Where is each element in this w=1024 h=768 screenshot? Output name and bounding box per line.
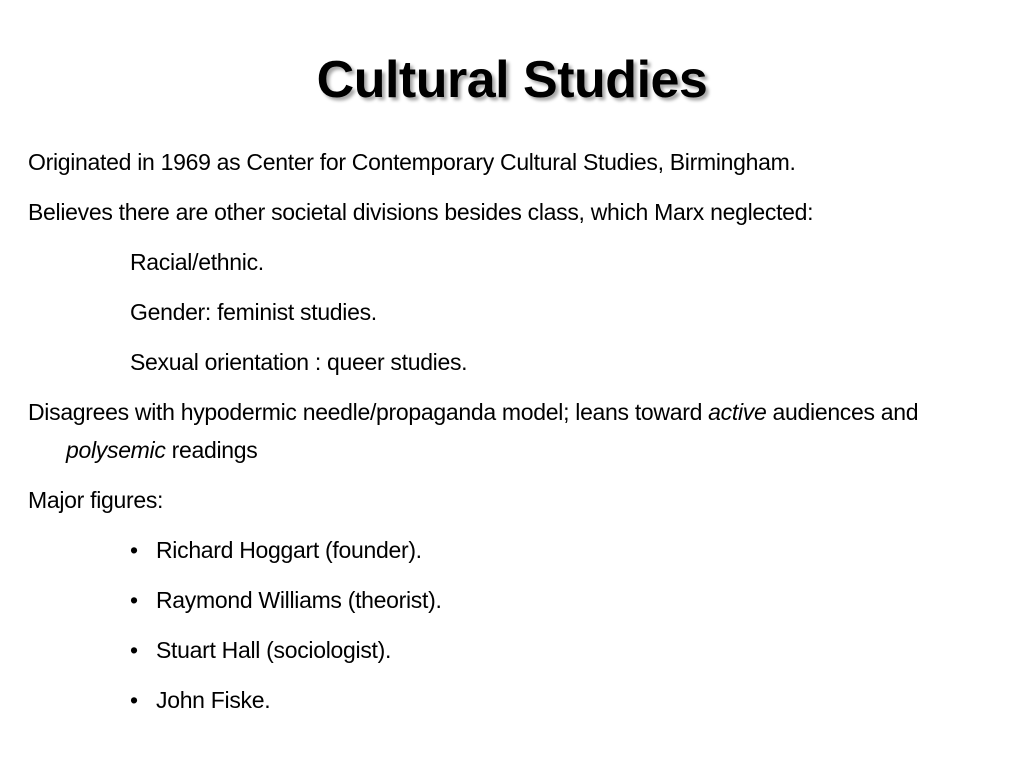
figure-label: Richard Hoggart (founder). <box>156 537 422 563</box>
paragraph-major-figures: Major figures: <box>28 487 164 513</box>
division-item-sexual-orientation: Sexual orientation : queer studies. <box>130 349 468 375</box>
audience-text-start: Disagrees with hypodermic needle/propaganda model; leans toward <box>28 399 709 425</box>
bullet-icon: • <box>130 637 138 663</box>
figure-label: Stuart Hall (sociologist). <box>156 637 392 663</box>
paragraph-audience-model <box>28 393 1018 469</box>
figure-label: John Fiske. <box>156 687 271 713</box>
bullet-icon: • <box>130 687 138 713</box>
slide-body <box>28 143 1018 719</box>
audience-text-polysemic: polysemic <box>66 437 166 463</box>
figure-item-hall <box>28 631 1018 669</box>
bullet-icon: • <box>130 587 138 613</box>
division-item-gender: Gender: feminist studies. <box>130 299 377 325</box>
bullet-icon: • <box>130 537 138 563</box>
figure-item-fiske <box>28 681 1018 719</box>
slide-title: Cultural Studies <box>316 51 708 109</box>
figure-label: Raymond Williams (theorist). <box>156 587 442 613</box>
figure-item-hoggart <box>28 531 1018 569</box>
paragraph-origin: Originated in 1969 as Center for Contemporary Cultural Studies, Birmingham. <box>28 149 796 175</box>
division-item-racial: Racial/ethnic. <box>130 249 264 275</box>
audience-text-middle: audiences and <box>766 399 919 425</box>
figure-item-williams <box>28 581 1018 619</box>
audience-text-end: readings <box>165 437 258 463</box>
audience-text-active: active <box>708 399 767 425</box>
paragraph-divisions-intro: Believes there are other societal divisions besides class, which Marx neglected: <box>28 199 814 225</box>
